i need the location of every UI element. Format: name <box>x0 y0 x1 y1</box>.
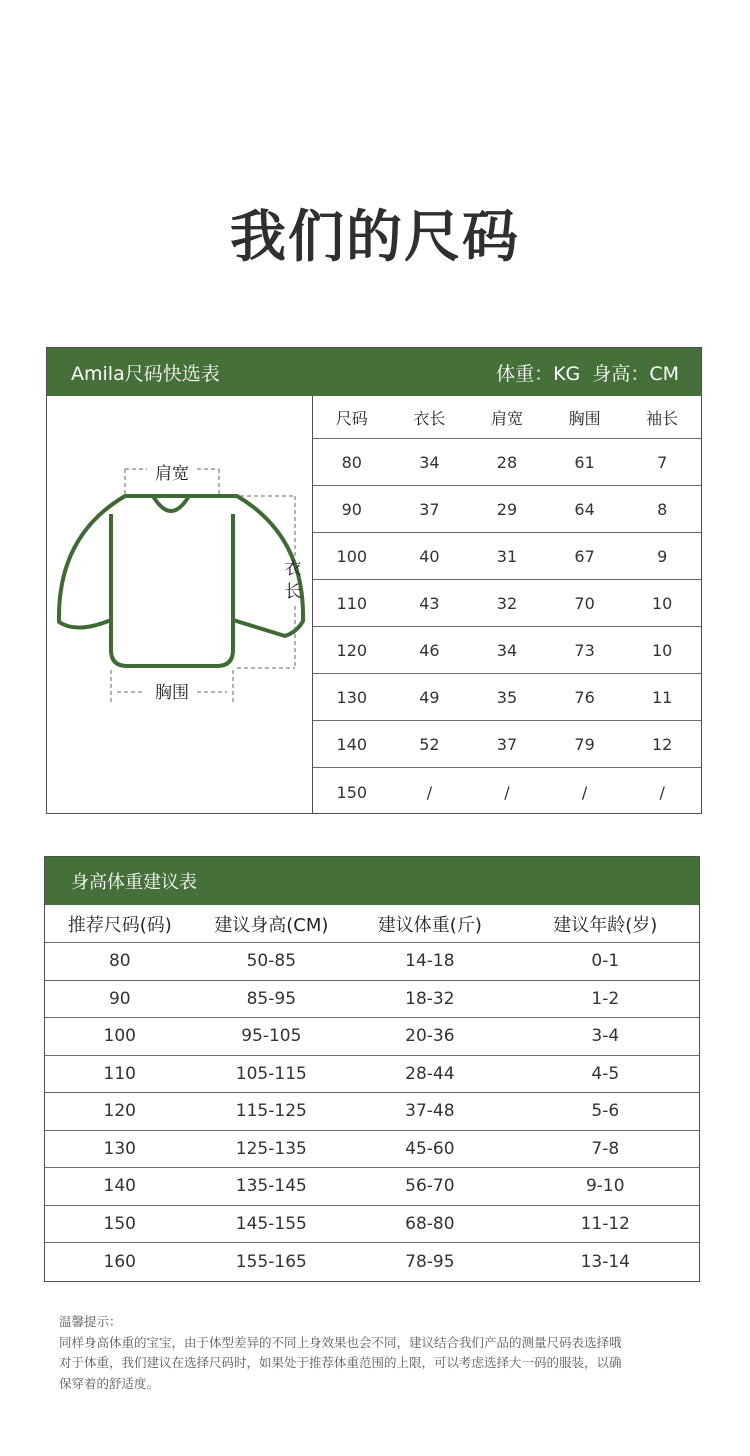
table-cell: 140 <box>336 734 368 754</box>
table-cell: 40 <box>419 546 440 566</box>
col-header: 建议年龄(岁) <box>553 914 658 936</box>
table-cell: 4-5 <box>591 1063 620 1084</box>
table-cell: 3-4 <box>591 1026 620 1047</box>
table-cell: 28 <box>496 452 518 472</box>
table-row <box>45 1093 699 1131</box>
table-cell: 28-44 <box>405 1063 455 1084</box>
table-cell: 120 <box>336 640 368 660</box>
table-cell: 37 <box>496 734 518 754</box>
garment-diagram <box>47 396 313 814</box>
table-cell: 34 <box>496 640 518 660</box>
table-row <box>313 533 701 580</box>
table-cell: 50-85 <box>246 951 297 972</box>
recommendation-header-row <box>45 905 699 943</box>
table-cell: 12 <box>651 734 673 754</box>
table-cell: 70 <box>574 593 595 613</box>
col-header: 肩宽 <box>490 408 523 428</box>
table-cell: 5-6 <box>591 1101 620 1122</box>
size-chart <box>46 347 702 814</box>
table-cell: 43 <box>419 593 440 613</box>
col-header: 尺码 <box>335 408 368 428</box>
table-cell: 37 <box>419 499 440 519</box>
shoulder-label: 肩宽 <box>155 464 189 484</box>
garment-outline <box>59 496 303 666</box>
table-cell: 7 <box>657 452 668 472</box>
table-row <box>313 627 701 674</box>
table-cell: 80 <box>341 452 362 472</box>
table-row <box>45 1206 699 1244</box>
table-cell: 73 <box>574 640 595 660</box>
table-row <box>313 674 701 721</box>
table-cell: 20-36 <box>405 1026 455 1047</box>
notes <box>59 1312 699 1394</box>
table-cell: 155-165 <box>235 1251 307 1272</box>
garment-diagram-svg <box>47 396 313 814</box>
table-cell: 8 <box>657 499 668 519</box>
table-cell: 14-18 <box>405 951 455 972</box>
col-header: 胸围 <box>568 408 601 428</box>
table-cell: 49 <box>419 687 440 707</box>
notes-line: 同样身高体重的宝宝，由于体型差异的不同上身效果也会不同，建议结合我们产品的测量尺码表选择哦 <box>59 1334 622 1350</box>
col-header: 建议身高(CM) <box>214 914 329 936</box>
recommendation-chart <box>44 856 700 1282</box>
col-header: 推荐尺码(码) <box>67 914 172 936</box>
table-cell: 90 <box>341 499 362 519</box>
table-cell: 150 <box>103 1213 136 1234</box>
size-chart-header <box>47 348 701 396</box>
table-cell: 105-115 <box>235 1063 307 1084</box>
table-cell: 115-125 <box>235 1101 307 1122</box>
table-row <box>45 1018 699 1056</box>
recommendation-header: 身高体重建议表 <box>45 857 699 905</box>
table-cell: 11-12 <box>580 1213 630 1234</box>
table-cell: 125-135 <box>235 1138 307 1159</box>
table-cell: 90 <box>108 988 131 1009</box>
table-cell: 79 <box>574 734 595 754</box>
table-cell: 61 <box>574 452 595 472</box>
size-grid <box>313 396 701 814</box>
table-cell: / <box>659 782 665 802</box>
table-cell: 9-10 <box>585 1176 625 1197</box>
table-row <box>45 1131 699 1169</box>
table-cell: 34 <box>419 452 440 472</box>
size-chart-units <box>490 359 679 386</box>
table-row <box>45 981 699 1019</box>
table-cell: 1-2 <box>591 988 620 1009</box>
col-header: 衣长 <box>413 408 446 428</box>
length-label-1: 衣 <box>284 559 302 579</box>
table-row <box>45 1243 699 1281</box>
table-cell: 35 <box>496 687 518 707</box>
table-cell: 7-8 <box>591 1138 620 1159</box>
table-cell: 80 <box>108 951 131 972</box>
table-cell: / <box>581 782 588 802</box>
table-cell: 76 <box>574 687 595 707</box>
unit-height: 身高：CM <box>592 362 679 385</box>
table-cell: 18-32 <box>405 988 455 1009</box>
table-row <box>45 943 699 981</box>
table-cell: 135-145 <box>235 1176 307 1197</box>
unit-weight: 体重：KG <box>496 362 581 385</box>
table-cell: 9 <box>657 546 668 566</box>
table-cell: 160 <box>103 1251 136 1272</box>
table-cell: 110 <box>336 593 368 613</box>
table-cell: 67 <box>574 546 595 566</box>
table-cell: 56-70 <box>405 1176 455 1197</box>
table-cell: 37-48 <box>405 1101 455 1122</box>
table-cell: 10 <box>651 640 673 660</box>
table-cell: / <box>504 782 510 802</box>
table-cell: 46 <box>419 640 440 660</box>
collar <box>153 496 189 511</box>
table-row <box>313 721 701 768</box>
table-cell: 150 <box>336 782 368 802</box>
table-cell: 85-95 <box>246 988 297 1009</box>
table-cell: 45-60 <box>405 1138 455 1159</box>
table-row <box>45 1168 699 1206</box>
table-cell: 78-95 <box>405 1251 455 1272</box>
table-cell: 68-80 <box>405 1213 455 1234</box>
table-row <box>313 486 701 533</box>
table-cell: 130 <box>103 1138 136 1159</box>
table-row <box>313 580 701 627</box>
table-cell: 11 <box>651 687 673 707</box>
table-row <box>313 768 701 816</box>
table-row <box>45 1056 699 1094</box>
table-cell: 100 <box>336 546 368 566</box>
col-header: 袖长 <box>646 408 679 428</box>
table-cell: 110 <box>103 1063 136 1084</box>
table-cell: 0-1 <box>591 951 620 972</box>
table-cell: 32 <box>496 593 518 613</box>
table-cell: 145-155 <box>235 1213 307 1234</box>
table-cell: 100 <box>103 1026 136 1047</box>
col-header: 建议体重(斤) <box>377 914 482 936</box>
table-cell: 31 <box>496 546 518 566</box>
table-cell: 10 <box>651 593 673 613</box>
chest-label: 胸围 <box>155 683 189 703</box>
table-cell: 95-105 <box>241 1026 302 1047</box>
notes-line: 对于体重，我们建议在选择尺码时，如果处于推荐体重范围的上限，可以考虑选择大一码的服装，以确 <box>59 1355 622 1370</box>
table-cell: / <box>426 782 433 802</box>
table-cell: 29 <box>496 499 518 519</box>
table-cell: 13-14 <box>580 1251 630 1272</box>
size-grid-header-row <box>313 396 701 439</box>
table-cell: 64 <box>574 499 595 519</box>
table-cell: 120 <box>103 1101 136 1122</box>
table-cell: 140 <box>103 1176 136 1197</box>
notes-title: 温馨提示： <box>59 1314 122 1329</box>
length-label-2: 长 <box>284 582 302 602</box>
page-title: 我们的尺码 <box>230 205 520 270</box>
notes-line: 保穿着的舒适度。 <box>59 1375 160 1391</box>
size-chart-title: Amila尺码快选表 <box>71 362 220 385</box>
table-row <box>313 439 701 486</box>
table-cell: 130 <box>336 687 368 707</box>
table-cell: 52 <box>419 734 440 754</box>
